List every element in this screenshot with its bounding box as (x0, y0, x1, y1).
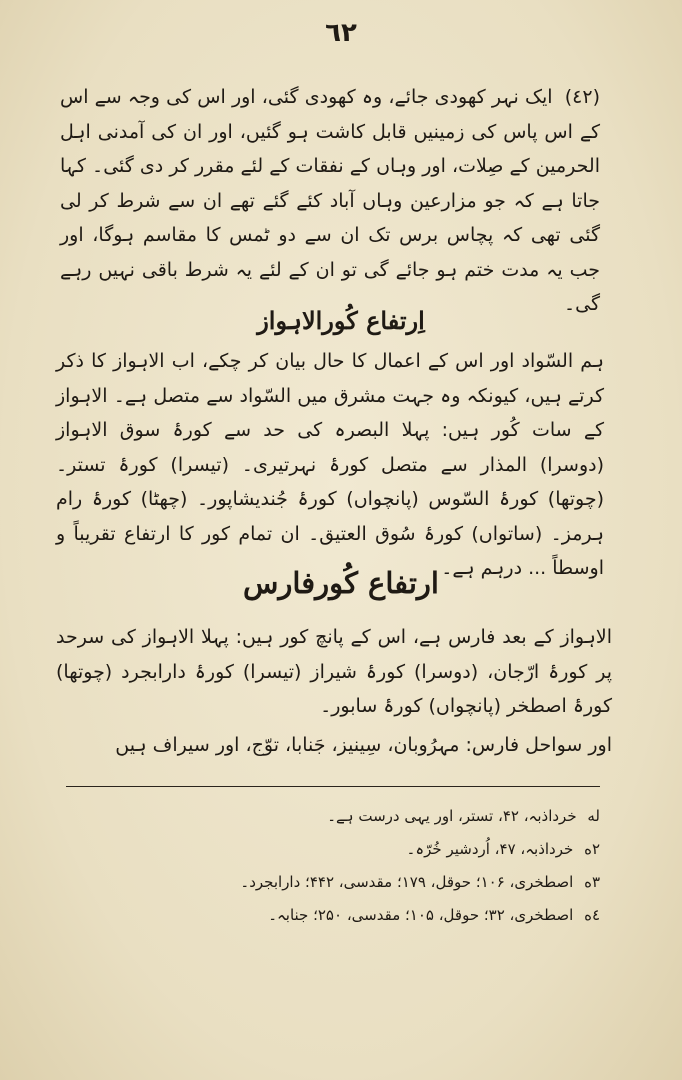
footnote-mark: ٣ه (584, 873, 600, 891)
paragraph-3-text: الاہواز کے بعد فارس ہے، اس کے پانچ کور ہیں: پہلا الاہواز کی سرحد پر کورۂ ارّجان، (دوسرا) کورۂ شیراز (تیسرا) کورۂ دارابجرد (چوتھا) کورۂ اصطخر (پانچواں) کورۂ سابور۔ (56, 626, 612, 717)
paragraph-number: (٤٢) (564, 86, 600, 108)
footnote-mark: له (587, 807, 600, 825)
paragraph-3 (56, 620, 612, 724)
heading-ahwaz: اِرتفاع کُورالاہواز (257, 306, 425, 335)
footnote (60, 899, 600, 932)
paragraph-2 (56, 344, 604, 586)
paragraph-4 (60, 728, 612, 763)
paragraph-2-text: ہم السّواد اور اس کے اعمال کا حال بیان کر چکے، اب الاہواز کا ذکر کرتے ہیں، کیونکہ وہ جہت مشرق میں السّواد سے متصل ہے۔ الاہواز کے سات کُور ہیں: پہلا البصرہ کی حد سے کورۂ سوق الاہواز (دوسرا) المذار سے متصل کورۂ نہرتیری۔ (تیسرا) کورۂ تستر۔ (چوتھا) کورۂ السّوس (پانچواں) کورۂ جُندیشاپور۔ (چھٹا) کورۂ رام ہرمز۔ (ساتواں) کورۂ سُوق العتیق۔ ان تمام کور کا ارتفاع تقریباً و اوسطاً ... درہم ہے۔ (56, 350, 604, 579)
footnote-divider (66, 786, 600, 787)
paragraph-1-text: ایک نہر کھودی جائے، وہ کھودی گئی، اور اس کی وجہ سے اس کے اس پاس کی زمینیں قابل کاشت ہو گئیں، اور ان کی آمدنی اہل الحرمین کے صِلات، اور وہاں کے نفقات کے لئے مقرر کر دی گئی۔ کہا جاتا ہے کہ جو مزارعین وہاں آباد کئے گئے تھے ان سے شرط کر لی گئی تھی کہ پچاس برس تک ان سے دو ٹمس کا مقاسم ہوگا، اور جب یہ مدت ختم ہو جائے گی تو ان کے لئے یہ شرط باقی نہیں رہے گی۔ (60, 86, 600, 315)
footnote (60, 866, 600, 899)
paragraph-1 (60, 80, 600, 322)
footnote-mark: ٢ه (584, 840, 600, 858)
heading-fars: ارتفاع کُورفارس (243, 566, 439, 600)
page-number: ٦٢ (325, 18, 357, 48)
footnote-text: اصطخری، ۳۲؛ حوقل، ۱۰۵؛ مقدسی، ۲۵۰؛ جنابہ۔ (268, 906, 574, 924)
paragraph-4-text: اور سواحل فارس: مہرُوبان، سِینیز، جَنابا، توّج، اور سیراف ہیں (115, 734, 612, 756)
footnote (60, 833, 600, 866)
footnotes (60, 800, 600, 932)
footnote (60, 800, 600, 833)
footnote-text: خرداذبہ، ۴۲، تستر، اور یہی درست ہے۔ (327, 807, 577, 825)
footnote-text: خرداذبہ، ۴۷، اُردشیر خُرّہ۔ (406, 840, 574, 858)
footnote-text: اصطخری، ۱۰۶؛ حوقل، ۱۷۹؛ مقدسی، ۴۴۲؛ دارابجرد۔ (240, 873, 574, 891)
footnote-mark: ٤ه (584, 906, 600, 924)
